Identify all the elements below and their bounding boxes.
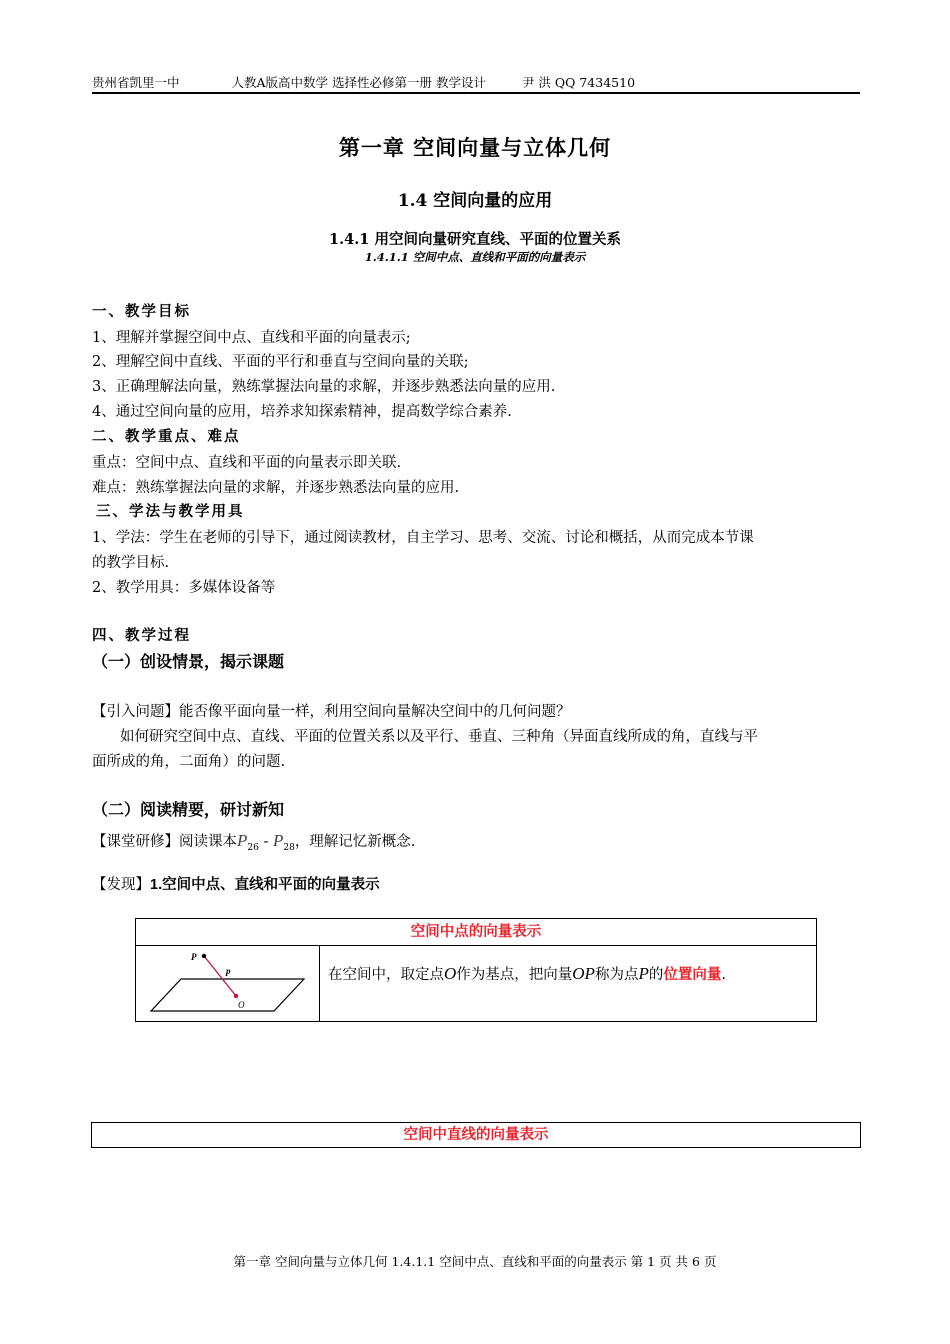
box1-text-3: 称为点 [594,967,639,983]
difficulty-text: 难点：熟练掌握法向量的求解，并逐步熟悉法向量的应用. [92,480,460,496]
plane-figure [136,946,319,1021]
find-label: 【发现】 [92,877,150,893]
goal-item: 1、理解并掌握空间中点、直线和平面的向量表示; [92,330,411,346]
page-footer: 第一章 空间向量与立体几何 1.4.1.1 空间中点、直线和平面的向量表示 第 1 页 共 6 页 [233,1254,717,1269]
study-label: 【课堂研修】 [92,834,179,850]
page-sub-1: 26 [247,843,259,853]
label-O: O [238,1000,245,1010]
goal-item: 3、正确理解法向量，熟练掌握法向量的求解，并逐步熟悉法向量的应用. [92,379,556,395]
study-line [92,830,415,853]
intro-text: 能否像平面向量一样，利用空间向量解决空间中的几何问题？ [179,704,571,720]
box1-text-4: 的 [648,967,664,983]
intro-question [92,700,571,721]
point-p-dot [202,954,206,958]
point-vector-text [328,963,726,984]
section-title: 1.4 空间向量的应用 [397,191,553,211]
part1-heading: （一）创设情景，揭示课题 [92,654,285,671]
process-heading: 四、教学过程 [92,627,191,644]
page-dash: - [258,834,273,850]
part2-heading: （二）阅读精要，研讨新知 [92,802,285,819]
label-p: p [226,966,231,976]
page-p: P [237,831,248,850]
chapter-title: 第一章 空间向量与立体几何 [338,135,612,160]
method-item-1-line2: 的教学目标. [92,555,170,571]
point-vector-figure [136,946,320,1021]
focus-text: 重点：空间中点、直线和平面的向量表示即关联. [92,455,402,471]
keypoints-heading: 二、教学重点、难点 [92,428,241,445]
page-header [92,73,860,91]
box1-highlight: 位置向量 [663,966,722,983]
goal-item: 4、通过空间向量的应用，培养求知探索精神，提高数学综合素养. [92,404,512,420]
box1-text-2: 作为基点，把向量 [456,967,573,983]
point-o-dot [234,994,238,998]
intro-paragraph-line1: 如何研究空间中点、直线、平面的位置关系以及平行、垂直、三种角（异面直线所成的角，直线与平 [120,729,758,745]
box1-O: O [444,964,457,983]
intro-label: 【引入问题】 [92,704,179,720]
vector-line [204,956,236,996]
subsection-title: 1.4.1 用空间向量研究直线、平面的位置关系 [329,231,621,248]
header-rule [92,92,860,94]
point-vector-box [135,918,817,1022]
goal-item: 2、理解空间中直线、平面的平行和垂直与空间向量的关联; [92,354,469,370]
box1-OP: OP [572,964,595,983]
find-line [92,873,380,894]
point-vector-box-title: 空间中点的向量表示 [136,919,816,946]
methods-heading: 三、学法与教学用具 [96,503,245,520]
study-text-2: ，理解记忆新概念. [294,834,416,850]
find-text: 1.空间中点、直线和平面的向量表示 [150,877,380,893]
intro-paragraph-line2: 面所成的角，二面角）的问题. [92,754,286,770]
box1-P: P [638,964,649,983]
header-book: 人教A版高中数学 选择性必修第一册 教学设计 [231,75,486,90]
page-p-2: P [272,831,284,850]
goals-heading: 一、教学目标 [92,303,191,320]
header-school: 贵州省凯里一中 [92,75,180,90]
subsubsection-title: 1.4.1.1 空间中点、直线和平面的向量表示 [364,250,586,264]
line-vector-box-title: 空间中直线的向量表示 [91,1122,861,1148]
header-author: 尹 洪 QQ 7434510 [521,75,636,90]
study-text: 阅读课本 [179,834,237,850]
plane-shape [151,979,304,1011]
page-sub-2: 28 [283,843,295,853]
box1-text-1: 在空间中，取定点 [328,967,444,983]
method-item-1-line1: 1、学法：学生在老师的引导下，通过阅读教材，自主学习、思考、交流、讨论和概括，从而完成本节课 [92,530,754,546]
label-P: P [191,952,197,962]
box1-end: . [721,967,726,983]
method-item-2: 2、教学用具：多媒体设备等 [92,580,276,596]
